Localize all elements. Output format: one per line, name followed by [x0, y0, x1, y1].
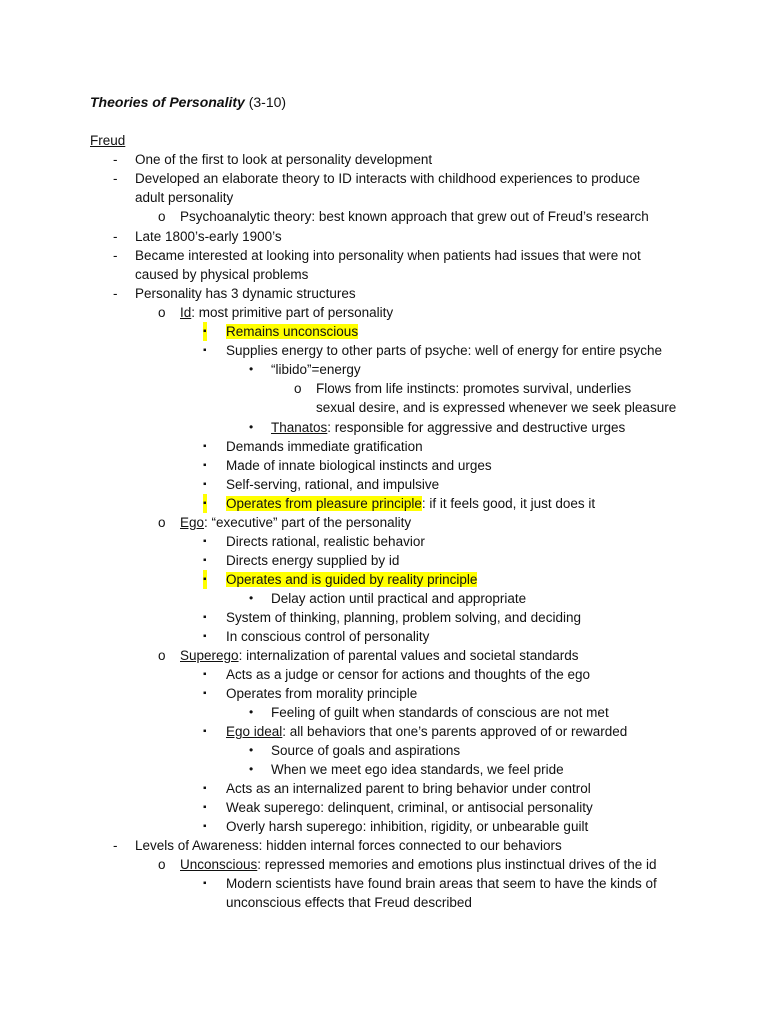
- outline-line: [271, 741, 460, 760]
- square-bullet: ▪: [203, 726, 207, 737]
- circle-bullet: o: [158, 305, 166, 320]
- dot-bullet: •: [249, 762, 254, 776]
- document-title: [90, 93, 286, 112]
- outline-line: [226, 627, 429, 646]
- square-bullet: ▪: [203, 783, 207, 794]
- highlighted-text: Operates from pleasure principle: [226, 496, 422, 511]
- line-text: Levels of Awareness: hidden internal forces connected to our behaviors: [135, 838, 562, 853]
- outline-line: [135, 169, 640, 188]
- term: Id: [180, 305, 192, 320]
- outline-line: [271, 589, 526, 608]
- dot-bullet: •: [249, 420, 254, 434]
- line-text: In conscious control of personality: [226, 629, 430, 644]
- term: Ego ideal: [226, 724, 283, 739]
- line-text: Became interested at looking into personality when patients had issues that were not: [135, 248, 641, 263]
- square-bullet: ▪: [203, 631, 207, 642]
- outline-line: [226, 874, 657, 893]
- circle-bullet: o: [158, 209, 166, 224]
- line-text: Operates from morality principle: [226, 686, 418, 701]
- line-text: caused by physical problems: [135, 267, 309, 282]
- term: Thanatos: [271, 420, 328, 435]
- outline-line: [135, 150, 432, 169]
- term: Ego: [180, 515, 205, 530]
- line-text: Feeling of guilt when standards of conscious are not met: [271, 705, 609, 720]
- line-text: System of thinking, planning, problem solving, and deciding: [226, 610, 581, 625]
- title-pages: (3-10): [248, 94, 287, 110]
- highlighted-text: Remains unconscious: [226, 324, 359, 339]
- highlighted-text: Operates and is guided by reality principle: [226, 572, 478, 587]
- line-text: When we meet ego idea standards, we feel pride: [271, 762, 564, 777]
- square-bullet: ▪: [203, 345, 207, 356]
- outline-line: [226, 551, 399, 570]
- dash-bullet: -: [113, 838, 118, 853]
- dash-bullet: -: [113, 152, 118, 167]
- outline-line: [226, 570, 477, 589]
- line-text: Modern scientists have found brain areas that seem to have the kinds of: [226, 876, 657, 891]
- line-text: Source of goals and aspirations: [271, 743, 461, 758]
- line-text: adult personality: [135, 190, 234, 205]
- square-bullet: ▪: [203, 479, 207, 490]
- square-bullet: ▪: [203, 441, 207, 452]
- line-text: Demands immediate gratification: [226, 439, 423, 454]
- outline-line: [226, 722, 627, 741]
- outline-line: [135, 284, 356, 303]
- line-text: “libido”=energy: [271, 362, 361, 377]
- circle-bullet: o: [294, 381, 302, 396]
- outline-line: [226, 608, 581, 627]
- square-bullet: ▪: [203, 570, 207, 589]
- outline-line: [316, 398, 676, 417]
- dot-bullet: •: [249, 362, 254, 376]
- outline-line: [226, 456, 492, 475]
- square-bullet: ▪: [203, 802, 207, 813]
- square-bullet: ▪: [203, 669, 207, 680]
- dot-bullet: •: [249, 591, 254, 605]
- outline-line: [226, 341, 662, 360]
- title-main: Theories of Personality: [90, 94, 245, 110]
- outline-line: [180, 303, 393, 322]
- outline-line: [135, 188, 233, 207]
- line-text: unconscious effects that Freud described: [226, 895, 472, 910]
- dash-bullet: -: [113, 286, 118, 301]
- outline-line: [226, 893, 472, 912]
- square-bullet: ▪: [203, 322, 207, 341]
- dot-bullet: •: [249, 743, 254, 757]
- outline-line: [180, 646, 579, 665]
- square-bullet: ▪: [203, 555, 207, 566]
- outline-line: [226, 437, 423, 456]
- outline-line: [271, 360, 361, 379]
- line-text: Self-serving, rational, and impulsive: [226, 477, 440, 492]
- outline-line: [180, 513, 411, 532]
- square-bullet: ▪: [203, 821, 207, 832]
- outline-line: [135, 227, 282, 246]
- outline-line: [226, 779, 591, 798]
- line-text: Directs rational, realistic behavior: [226, 534, 425, 549]
- line-text: Made of innate biological instincts and urges: [226, 458, 492, 473]
- line-text: Acts as an internalized parent to bring behavior under control: [226, 781, 591, 796]
- outline-line: [271, 760, 564, 779]
- line-text: Psychoanalytic theory: best known approach that grew out of Freud’s research: [180, 209, 649, 224]
- outline-line: [316, 379, 631, 398]
- outline-line: [226, 817, 588, 836]
- line-text: Supplies energy to other parts of psyche: well of energy for entire psyche: [226, 343, 662, 358]
- line-text: : internalization of parental values and societal standards: [238, 648, 579, 663]
- dot-bullet: •: [249, 705, 254, 719]
- term: Superego: [180, 648, 239, 663]
- line-text: : if it feels good, it just does it: [421, 496, 596, 511]
- term: Unconscious: [180, 857, 258, 872]
- line-text: Developed an elaborate theory to ID interacts with childhood experiences to produce: [135, 171, 641, 186]
- outline-line: [226, 475, 439, 494]
- line-text: Weak superego: delinquent, criminal, or antisocial personality: [226, 800, 593, 815]
- line-text: Acts as a judge or censor for actions and thoughts of the ego: [226, 667, 590, 682]
- line-text: Overly harsh superego: inhibition, rigidity, or unbearable guilt: [226, 819, 589, 834]
- square-bullet: ▪: [203, 612, 207, 623]
- outline-line: [271, 703, 609, 722]
- outline-line: [226, 322, 358, 341]
- circle-bullet: o: [158, 857, 166, 872]
- outline-line: [226, 494, 595, 513]
- outline-line: [135, 246, 641, 265]
- line-text: One of the first to look at personality development: [135, 152, 433, 167]
- line-text: : all behaviors that one’s parents approved of or rewarded: [282, 724, 628, 739]
- outline-line: [226, 532, 425, 551]
- outline-line: [271, 418, 625, 437]
- outline-line: [226, 798, 593, 817]
- line-text: : responsible for aggressive and destructive urges: [327, 420, 626, 435]
- square-bullet: ▪: [203, 536, 207, 547]
- line-text: : “executive” part of the personality: [204, 515, 412, 530]
- square-bullet: ▪: [203, 878, 207, 889]
- dash-bullet: -: [113, 248, 118, 263]
- outline-line: [226, 665, 590, 684]
- dash-bullet: -: [113, 229, 118, 244]
- dash-bullet: -: [113, 171, 118, 186]
- outline-line: [226, 684, 417, 703]
- square-bullet: ▪: [203, 494, 207, 513]
- outline-line: [135, 265, 308, 284]
- line-text: Delay action until practical and appropriate: [271, 591, 527, 606]
- line-text: Directs energy supplied by id: [226, 553, 400, 568]
- circle-bullet: o: [158, 648, 166, 663]
- circle-bullet: o: [158, 515, 166, 530]
- line-text: Flows from life instincts: promotes survival, underlies: [316, 381, 632, 396]
- square-bullet: ▪: [203, 460, 207, 471]
- outline-line: [180, 855, 657, 874]
- line-text: sexual desire, and is expressed whenever we seek pleasure: [316, 400, 677, 415]
- outline-line: [135, 836, 562, 855]
- section-heading: Freud: [90, 133, 126, 148]
- line-text: : repressed memories and emotions plus instinctual drives of the id: [257, 857, 657, 872]
- line-text: : most primitive part of personality: [191, 305, 394, 320]
- line-text: Late 1800’s-early 1900’s: [135, 229, 282, 244]
- square-bullet: ▪: [203, 688, 207, 699]
- outline-line: [180, 207, 649, 226]
- line-text: Personality has 3 dynamic structures: [135, 286, 356, 301]
